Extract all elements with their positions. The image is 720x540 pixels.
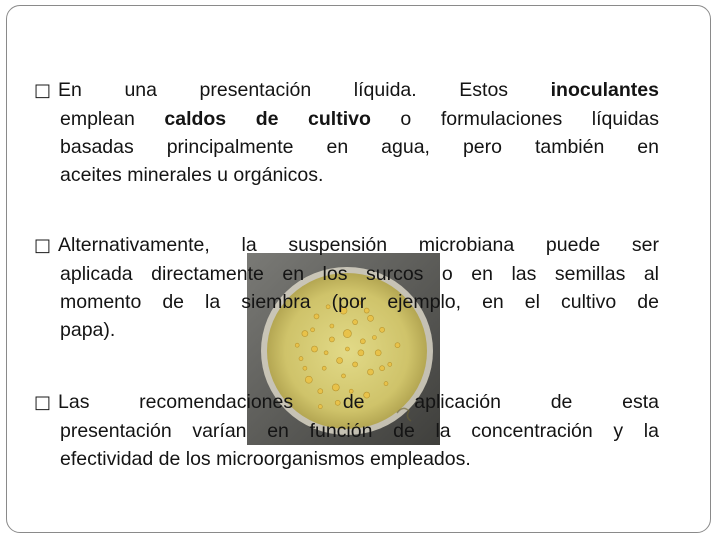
bacterial-colony — [322, 366, 326, 370]
bacterial-colony — [358, 350, 364, 356]
bacterial-colony — [368, 369, 374, 375]
bullet-text-line: emplean caldos de cultivo o formulaciones líquidas — [60, 108, 660, 130]
bacterial-colony — [380, 366, 385, 371]
bold-term: caldos de cultivo — [164, 108, 371, 130]
bullet-2 — [34, 231, 659, 344]
bullet-marker-icon: □ — [34, 392, 52, 413]
bullet-first-line — [34, 388, 659, 417]
bacterial-colony — [345, 347, 349, 351]
bacterial-colony — [305, 376, 312, 383]
bullet-text-line: aplicada directamente en los surcos o en las semillas al — [60, 263, 659, 285]
bacterial-colony — [299, 357, 303, 361]
bullet-text-line: Alternativamente, la suspensión microbiana puede ser — [58, 234, 659, 256]
bacterial-colony — [312, 346, 318, 352]
bullet-1 — [34, 76, 659, 189]
bold-term: inoculantes — [550, 79, 659, 101]
bacterial-colony — [388, 362, 392, 366]
bullet-text-line: presentación varían en función de la concentración y la — [60, 420, 659, 442]
bullet-text-line: aceites minerales u orgánicos. — [60, 164, 324, 186]
bullet-first-line — [34, 76, 659, 105]
bullet-text-line: Las recomendaciones de aplicación de esta — [58, 391, 659, 413]
bacterial-colony — [342, 374, 346, 378]
bullet-marker-icon: □ — [34, 80, 52, 101]
bacterial-colony — [337, 358, 343, 364]
bacterial-colony — [324, 351, 328, 355]
bacterial-colony — [375, 350, 381, 356]
bullet-text-line: papa). — [60, 319, 116, 341]
bullet-text-line: efectividad de los microorganismos empleados. — [60, 448, 471, 470]
bullet-text-line: momento de la siembra (por ejemplo, en el cultivo de — [60, 291, 659, 313]
bullet-text-line: En una presentación líquida. Estos inoculantes — [58, 79, 659, 101]
bacterial-colony — [303, 366, 307, 370]
bacterial-colony — [384, 382, 388, 386]
bullet-3 — [34, 388, 659, 473]
bacterial-colony — [353, 362, 358, 367]
bullet-marker-icon: □ — [34, 235, 52, 256]
bullet-first-line — [34, 231, 659, 260]
bullet-text-line: basadas principalmente en agua, pero también en — [60, 136, 659, 158]
